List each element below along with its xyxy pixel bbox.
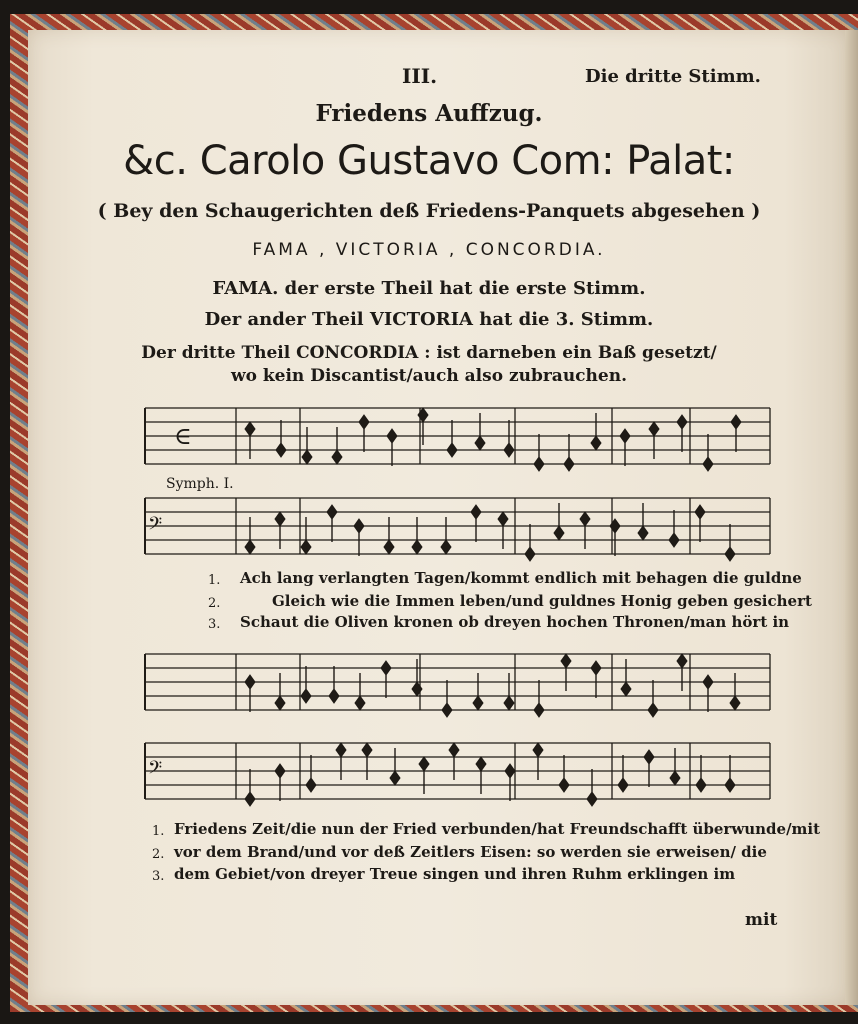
note-head — [504, 696, 514, 710]
part-two-line: Der ander Theil VICTORIA hat die 3. Stimm. — [204, 309, 654, 330]
running-title: Die dritte Stimm. — [585, 66, 761, 87]
note-head — [419, 757, 429, 771]
note-head — [441, 540, 451, 554]
note-head — [471, 505, 481, 519]
note-head — [677, 654, 687, 668]
note-head — [412, 540, 422, 554]
symph-label: Symph. I. — [166, 476, 234, 492]
note-head — [587, 792, 597, 806]
note-head — [275, 696, 285, 710]
verse2-num-2: 2. — [152, 847, 165, 862]
note-head — [725, 778, 735, 792]
note-head — [359, 415, 369, 429]
verse-num-2: 2. — [208, 596, 221, 611]
part-one-line: FAMA. der erste Theil hat die erste Stimm. — [212, 278, 646, 299]
note-head — [447, 443, 457, 457]
note-head — [670, 771, 680, 785]
note-head — [696, 778, 706, 792]
verse-num-3: 3. — [208, 617, 221, 632]
note-head — [534, 703, 544, 717]
note-head — [381, 661, 391, 675]
note-head — [559, 778, 569, 792]
note-head — [327, 505, 337, 519]
bass-clef-icon-2: 𝄢 — [148, 758, 163, 783]
note-head — [648, 703, 658, 717]
note-head — [725, 547, 735, 561]
characters-line: FAMA , VICTORIA , CONCORDIA. — [252, 240, 606, 260]
verse-line-2: Gleich wie die Immen leben/und guldnes Honig geben gesichert — [272, 592, 812, 610]
note-head — [505, 764, 515, 778]
note-head — [618, 778, 628, 792]
note-head — [677, 415, 687, 429]
note-head — [245, 675, 255, 689]
catchword: mit — [745, 910, 778, 930]
note-head — [362, 743, 372, 757]
verse-num-1: 1. — [208, 573, 221, 588]
note-head — [276, 443, 286, 457]
note-head — [621, 682, 631, 696]
note-head — [591, 436, 601, 450]
note-head — [355, 696, 365, 710]
verse2-line-2: vor dem Brand/und vor deß Zeitlers Eisen: so werden sie erweisen/ die — [174, 843, 767, 861]
subtitle-line: ( Bey den Schaugerichten deß Friedens-Panquets abgesehen ) — [97, 200, 761, 222]
note-head — [301, 689, 311, 703]
note-head — [498, 512, 508, 526]
note-head — [390, 771, 400, 785]
time-signature-icon: ∈ — [174, 422, 192, 450]
note-head — [245, 792, 255, 806]
note-head — [504, 443, 514, 457]
verse-line-1: Ach lang verlangten Tagen/kommt endlich mit behagen die guldne — [240, 569, 802, 587]
note-head — [703, 457, 713, 471]
bass-clef-icon: 𝄢 — [148, 514, 163, 539]
note-head — [336, 743, 346, 757]
note-head — [384, 540, 394, 554]
part-three-line: Der dritte Theil CONCORDIA : ist darneben ein Baß gesetzt/ — [141, 343, 717, 363]
note-head — [354, 519, 364, 533]
dedication-heading: &c. Carolo Gustavo Com: Palat: — [123, 138, 735, 184]
note-head — [638, 526, 648, 540]
note-head — [644, 750, 654, 764]
title-line-1: Friedens Auffzug. — [315, 100, 543, 127]
note-head — [534, 457, 544, 471]
verse2-line-1: Friedens Zeit/die nun der Fried verbunden/hat Freundschafft überwunde/mit — [174, 820, 821, 838]
verse-line-3: Schaut die Oliven kronen ob dreyen hochen Thronen/man hört in — [240, 613, 790, 631]
note-head — [442, 703, 452, 717]
note-head — [473, 696, 483, 710]
note-head — [475, 436, 485, 450]
note-head — [301, 540, 311, 554]
note-head — [564, 457, 574, 471]
note-head — [245, 540, 255, 554]
note-head — [302, 450, 312, 464]
note-head — [554, 526, 564, 540]
note-head — [449, 743, 459, 757]
note-head — [275, 764, 285, 778]
note-head — [731, 415, 741, 429]
note-head — [730, 696, 740, 710]
note-head — [561, 654, 571, 668]
note-head — [533, 743, 543, 757]
note-head — [695, 505, 705, 519]
note-head — [580, 512, 590, 526]
part-three-line-2: wo kein Discantist/auch also zubrauchen. — [230, 366, 627, 386]
note-head — [669, 533, 679, 547]
note-head — [703, 675, 713, 689]
note-head — [306, 778, 316, 792]
note-head — [476, 757, 486, 771]
note-head — [525, 547, 535, 561]
note-head — [329, 689, 339, 703]
verse2-num-3: 3. — [152, 869, 165, 884]
note-head — [387, 429, 397, 443]
note-head — [649, 422, 659, 436]
verse2-line-3: dem Gebiet/von dreyer Treue singen und ihren Ruhm erklingen im — [174, 865, 736, 883]
note-head — [332, 450, 342, 464]
verse2-num-1: 1. — [152, 824, 165, 839]
note-head — [620, 429, 630, 443]
note-head — [275, 512, 285, 526]
note-head — [591, 661, 601, 675]
note-head — [245, 422, 255, 436]
page-number: III. — [402, 64, 438, 88]
